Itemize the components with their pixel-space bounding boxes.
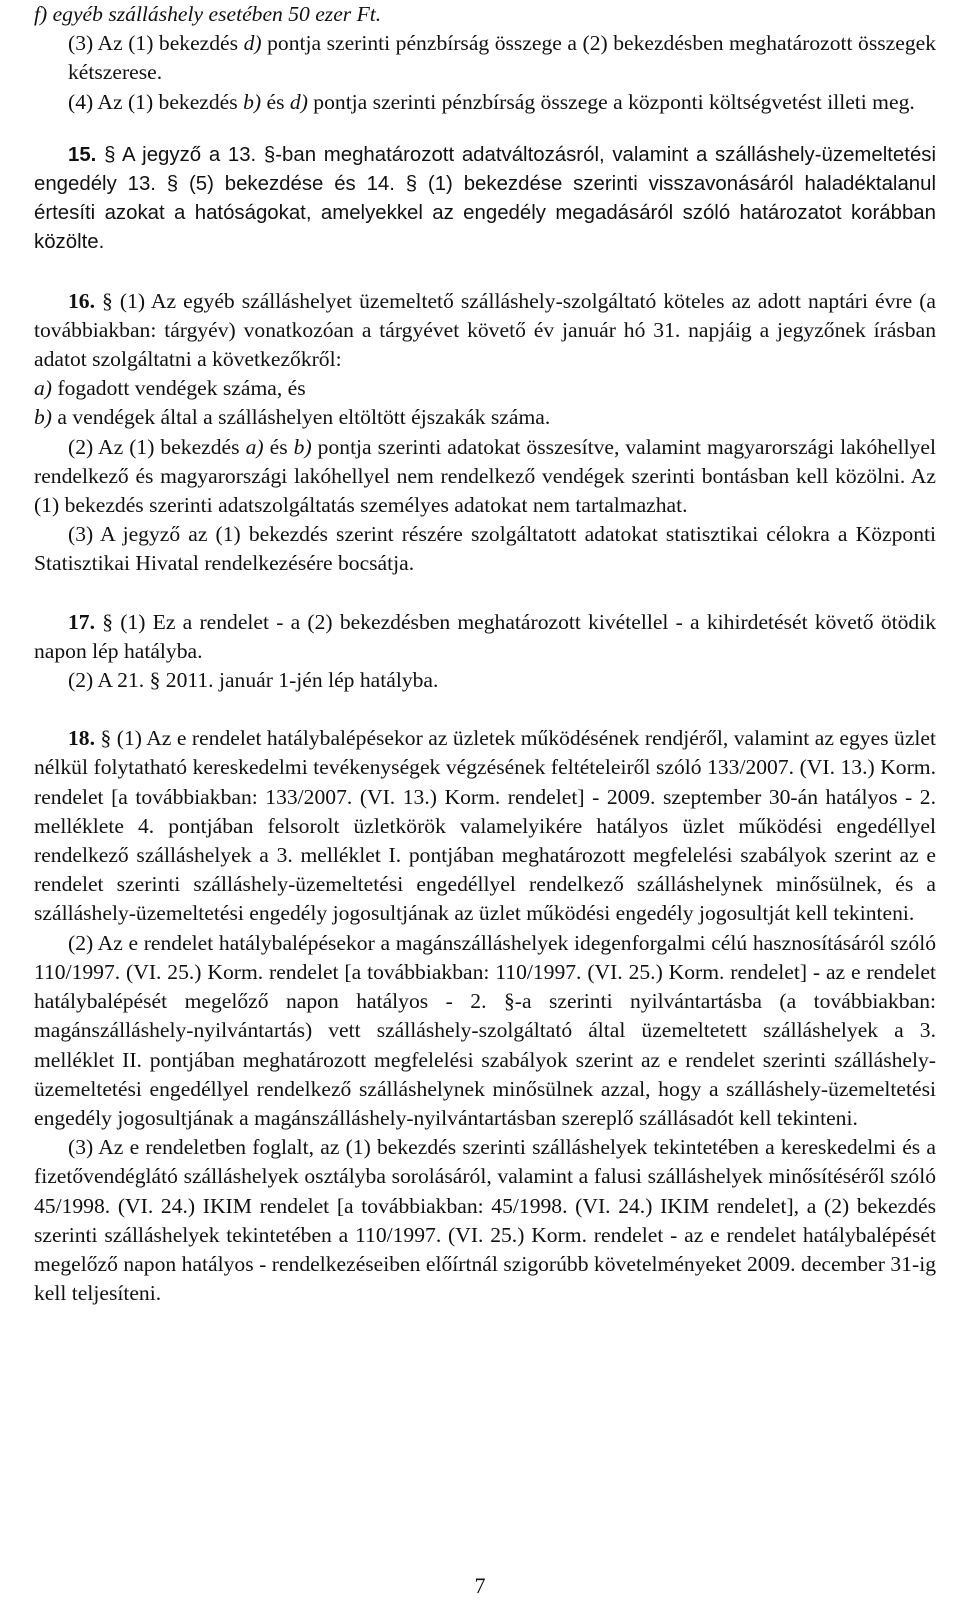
paragraph-14-3 — [34, 29, 936, 87]
text: és — [269, 434, 288, 459]
section-text: § (1) Az e rendelet hatálybalépésekor az üzletek működésének rendjéről, valamint az egyes üzlet nélkül folytatható kereskedelmi tevékenységek végzésének feltételeiről szóló 133/2007. (VI. 13.) Korm. rendelet [a továbbiakban: 133/2007. (VI. 13.) Korm. rendelet] - 2009. szeptember 30-án hatályos - 2. melléklete 4. pontjában felsorolt üzletkörök valamelyikére hatályos üzlet működési engedéllyel rendelkező szálláshelyek a 3. melléklet I. pontjában meghatározott megfelelési szabályok szerint az e rendelet szerinti szálláshely-üzemeltetési engedéllyel rendelkező szálláshelynek minősülnek, és a szálláshely-üzemeltetési engedély jogosultjának az üzlet működési engedély jogosultját kell tekinteni. — [34, 726, 936, 926]
text-italic: b) — [293, 434, 312, 459]
section-18-p2 — [34, 929, 936, 1133]
document-body — [34, 0, 936, 1308]
section-text: § (1) Az egyéb szálláshelyet üzemeltető szálláshely-szolgáltató köteles az adott naptári évre (a továbbiakban: tárgyév) vonatkozóan a tárgyévet követő év január hó 31. napjáig a jegyzőnek írásban adatot szolgáltatni a következőkről: — [34, 288, 936, 372]
section-16-p1 — [34, 287, 936, 375]
section-18-p3 — [34, 1133, 936, 1308]
text: (2) A 21. § 2011. január 1-jén lép hatályba. — [68, 668, 439, 693]
section-text: § A jegyző a 13. §-ban meghatározott adatváltozásról, valamint a szálláshely-üzemeltetési engedély 13. § (5) bekezdése és 14. § (1) bekezdése szerinti visszavonásáról haladéktalanul értesíti azokat a hatóságokat, amelyekkel az engedély megadásáról szóló határozatot korábban közölte. — [34, 143, 937, 254]
section-number: 18. — [68, 726, 95, 751]
text: és — [266, 89, 285, 114]
item-label: a) — [34, 376, 52, 401]
text: pontja szerinti adatokat összesítve, valamint magyarországi lakóhellyel rendelkező és magyarországi lakóhellyel nem rendelkező vendégek szerinti bontásban kell közölni. Az (1) bekezdés szerinti adatszolgáltatás személyes adatokat nem tartalmazhat. — [34, 434, 937, 518]
item-label: b) — [34, 405, 52, 430]
text: pontja szerinti pénzbírság összege a központi költségvetést illeti meg. — [313, 89, 915, 114]
section-text: § (1) Ez a rendelet - a (2) bekezdésben meghatározott kivétellel - a kihirdetését követő ötödik napon lép hatályba. — [34, 609, 937, 663]
section-17-p1 — [34, 608, 936, 666]
text: pontja szerinti pénzbírság összege a (2) bekezdésben meghatározott összegek kétszerese. — [68, 31, 937, 85]
text: (3) A jegyző az (1) bekezdés szerint részére szolgáltatott adatokat statisztikai célokra a Központi Statisztikai Hivatal rendelkezésére bocsátja. — [34, 522, 936, 576]
text: (2) Az e rendelet hatálybalépésekor a magánszálláshelyek idegenforgalmi célú hasznosításáról szóló 110/1997. (VI. 25.) Korm. rendelet [a továbbiakban: 110/1997. (VI. 25.) Korm. rendelet] - az e rendelet hatálybalépését megelőző napon hatályos - 2. §-a szerinti nyilvántartásba (a továbbiakban: magánszálláshely-nyilvántartás) vett szálláshely-szolgáltató által üzemeltetett szálláshelyek a 3. melléklet II. pontjában meghatározott megfelelési szabályok szerint az e rendelet szerinti szálláshely-üzemeltetési engedéllyel rendelkező szálláshelynek minősülnek azzal, hogy a szálláshely-üzemeltetési engedély jogosultjának a magánszálláshely-nyilvántartásban szereplő szállásadót kell tekinteni. — [34, 930, 936, 1130]
text-italic: d) — [243, 31, 262, 56]
section-16-p3 — [34, 520, 936, 578]
section-number: 16. — [68, 288, 95, 313]
text-italic: d) — [289, 89, 308, 114]
text-italic: b) — [243, 89, 262, 114]
paragraph-f — [34, 0, 936, 29]
section-16-p2 — [34, 433, 936, 521]
page-number: 7 — [474, 1573, 486, 1598]
section-16-item-a — [34, 374, 936, 403]
section-number: 15. — [68, 143, 97, 166]
text: (3) Az e rendeletben foglalt, az (1) bekezdés szerinti szálláshelyek tekintetében a kereskedelmi és a fizetővendéglátó szálláshelyek osztályba sorolásáról, valamint a falusi szálláshelyek minősítéséről szóló 45/1998. (VI. 24.) IKIM rendelet [a továbbiakban: 45/1998. (VI. 24.) IKIM rendelet], a (2) bekezdés szerinti szálláshelyek tekintetében a 110/1997. (VI. 25.) Korm. rendelet - az e rendelet hatálybalépését megelőző napon hatályos - rendelkezéseiben előírtnál szigorúbb követelményeket 2009. december 31-ig kell teljesíteni. — [34, 1135, 936, 1306]
item-text: a vendégek által a szálláshelyen eltöltött éjszakák száma. — [57, 405, 551, 430]
paragraph-14-4 — [34, 88, 936, 117]
section-number: 17. — [68, 609, 95, 634]
line-f: f) egyéb szálláshely esetében 50 ezer Ft. — [34, 2, 382, 26]
text: (2) Az (1) bekezdés — [68, 434, 240, 459]
section-15 — [34, 141, 936, 258]
item-text: fogadott vendégek száma, és — [57, 376, 306, 401]
section-17-p2 — [34, 666, 936, 695]
text-italic: a) — [245, 434, 264, 459]
text: (3) Az (1) bekezdés — [68, 31, 239, 56]
text: (4) Az (1) bekezdés — [68, 89, 238, 114]
section-16-item-b — [34, 403, 936, 432]
section-18-p1 — [34, 724, 936, 928]
